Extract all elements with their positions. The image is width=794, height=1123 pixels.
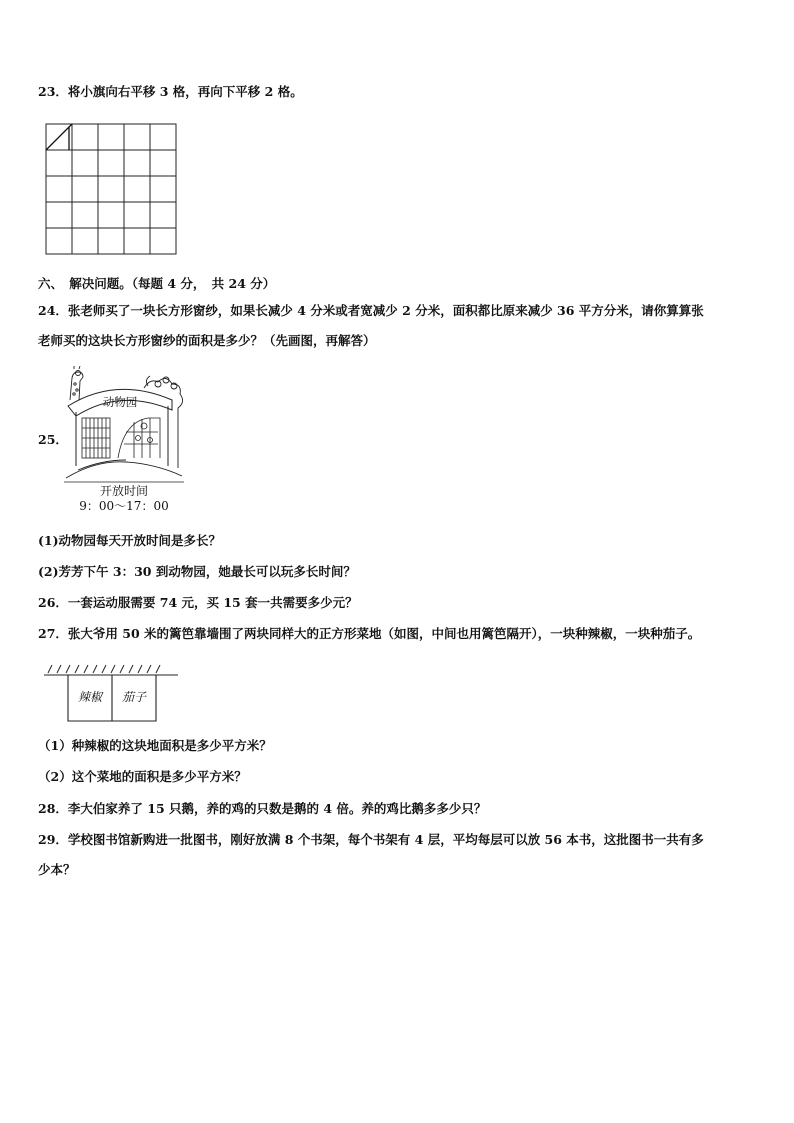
- zoo-fence: [82, 418, 160, 458]
- zoo-sign-text: 动物园: [102, 395, 138, 409]
- grid-lines: [46, 124, 176, 254]
- question-28-text: 28．李大伯家养了 15 只鹅，养的鸡的只数是鹅的 4 倍。养的鸡比鹅多多少只？: [38, 801, 487, 816]
- question-27-text: 27．张大爷用 50 米的篱笆靠墙围了两块同样大的正方形菜地（如图，中间也用篱笆隔开），一块种辣椒，一块种茄子。: [38, 626, 701, 641]
- plot-left-label: 辣椒: [77, 690, 103, 704]
- question-24-line-2: 老师买的这块长方形窗纱的面积是多少？（先画图，再解答）: [38, 333, 376, 348]
- question-25-sub-1: (1)动物园每天开放时间是多长？: [38, 533, 222, 548]
- zoo-hours-value: 9：00～17：00: [79, 499, 169, 513]
- question-26-text: 26．一套运动服需要 74 元，买 15 套一共需要多少元？: [38, 595, 358, 610]
- question-24-line-1: 24．张老师买了一块长方形窗纱，如果长减少 4 分米或者宽减少 2 分米，面积都比原来减少 36 平方分米，请你算算张: [38, 303, 704, 318]
- question-23-text: 23．将小旗向右平移 3 格，再向下平移 2 格。: [38, 84, 303, 99]
- section-6-title: 六、 解决问题。（每题 4 分， 共 24 分）: [38, 276, 276, 291]
- zoo-road: [66, 460, 182, 478]
- plot-right-label: 茄子: [121, 690, 147, 704]
- giraffe: [70, 366, 83, 401]
- question-29-line-1: 29．学校图书馆新购进一批图书，刚好放满 8 个书架，每个书架有 4 层，平均每层可以放 56 本书，这批图书一共有多: [38, 832, 704, 847]
- question-29-line-2: 少本？: [38, 862, 76, 877]
- flag-grid-figure: [45, 123, 179, 257]
- flag-shape: [46, 124, 72, 150]
- zoo-hours-label: 开放时间: [99, 484, 148, 498]
- question-27-sub-1: （1）种辣椒的这块地面积是多少平方米？: [38, 738, 272, 753]
- question-25-sub-2: (2)芳芳下午 3：30 到动物园，她最长可以玩多长时间？: [38, 564, 356, 579]
- wall-hatching: [44, 665, 178, 675]
- question-27-sub-2: （2）这个菜地的面积是多少平方米？: [38, 769, 247, 784]
- zoo-gate-illustration: [62, 366, 186, 484]
- vegetable-plot-figure: [42, 663, 182, 723]
- question-25-number: 25．: [38, 432, 68, 447]
